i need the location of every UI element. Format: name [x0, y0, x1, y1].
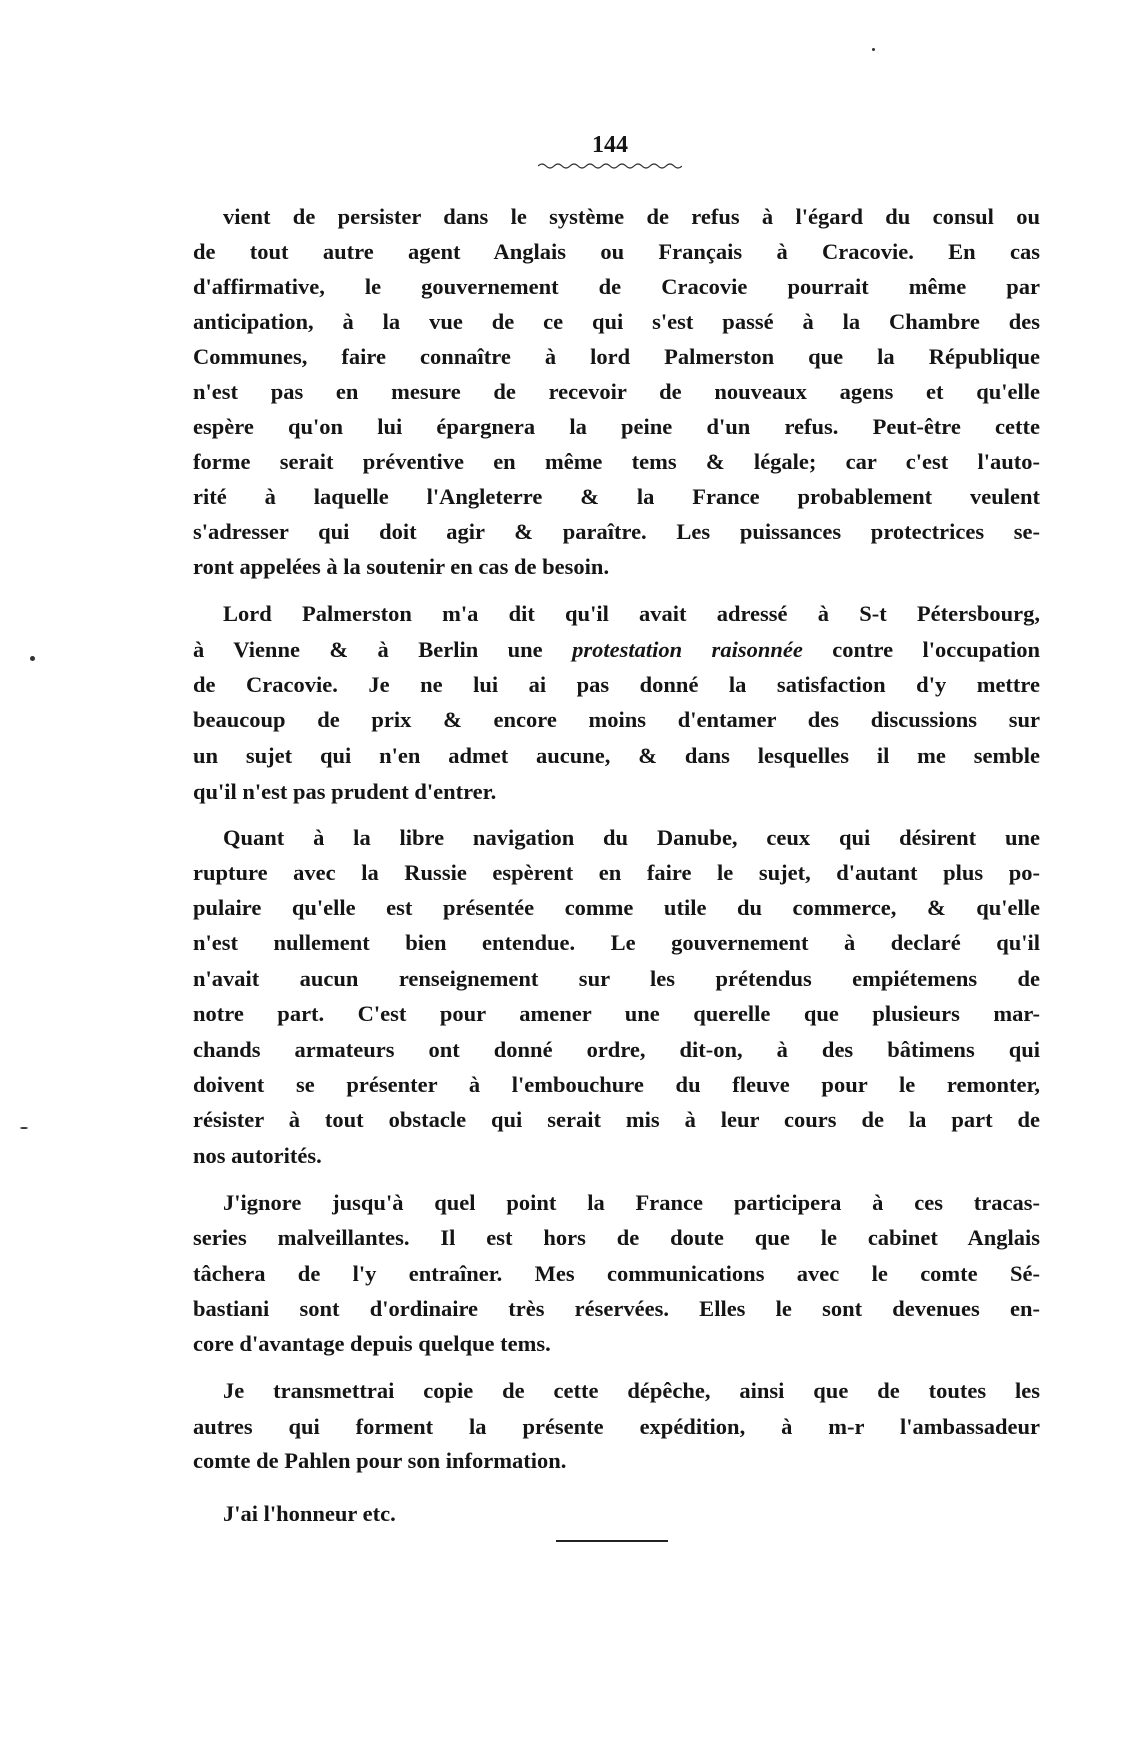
text-line: series malveillantes. Il est hors de doute que le cabinet Anglais — [193, 1225, 1040, 1250]
text-line: beaucoup de prix & encore moins d'entamer des discussions sur — [193, 707, 1040, 732]
text-line: notre part. C'est pour amener une querelle que plusieurs mar- — [193, 1001, 1040, 1026]
text-line: comte de Pahlen pour son information. — [193, 1448, 567, 1473]
text-line: qu'il n'est pas prudent d'entrer. — [193, 779, 497, 804]
scan-speck — [872, 48, 875, 51]
text-line: de Cracovie. Je ne lui ai pas donné la satisfaction d'y mettre — [193, 672, 1040, 697]
text-line: nos autorités. — [193, 1143, 322, 1168]
text-line: chands armateurs ont donné ordre, dit-on, à des bâtimens qui — [193, 1037, 1040, 1062]
text-line: Je transmettrai copie de cette dépêche, ainsi que de toutes les — [223, 1378, 1040, 1403]
decorative-wavy-rule — [538, 162, 682, 170]
closing-rule — [556, 1540, 668, 1542]
text-line: espère qu'on lui épargnera la peine d'un refus. Peut-être cette — [193, 414, 1040, 439]
text-line: vient de persister dans le système de refus à l'égard du consul ou — [223, 204, 1040, 229]
text-line: n'avait aucun renseignement sur les prétendus empiétemens de — [193, 966, 1040, 991]
text-line: ront appelées à la soutenir en cas de besoin. — [193, 554, 610, 579]
text-line: forme serait préventive en même tems & légale; car c'est l'auto- — [193, 449, 1040, 474]
text-line: Communes, faire connaître à lord Palmerston que la République — [193, 344, 1040, 369]
text-line: s'adresser qui doit agir & paraître. Les puissances protectrices se- — [193, 519, 1040, 544]
text-line: rupture avec la Russie espèrent en faire le sujet, d'autant plus po- — [193, 860, 1040, 885]
scan-speck — [30, 656, 35, 661]
text-line: pulaire qu'elle est présentée comme utile du commerce, & qu'elle — [193, 895, 1040, 920]
page-number: 144 — [592, 132, 628, 158]
text-line — [193, 635, 1040, 665]
text-line: Quant à la libre navigation du Danube, ceux qui désirent une — [223, 825, 1040, 850]
italic-phrase: protestation raisonnée — [572, 637, 803, 662]
text-line: autres qui forment la présente expédition, à m-r l'ambassadeur — [193, 1414, 1040, 1439]
text-segment: à Vienne & à Berlin une — [193, 637, 573, 662]
text-line: de tout autre agent Anglais ou Français à Cracovie. En cas — [193, 239, 1040, 264]
text-line: doivent se présenter à l'embouchure du fleuve pour le remonter, — [193, 1072, 1040, 1097]
text-line: core d'avantage depuis quelque tems. — [193, 1331, 551, 1356]
text-line: rité à laquelle l'Angleterre & la France probablement veulent — [193, 484, 1040, 509]
text-line: n'est pas en mesure de recevoir de nouveaux agens et qu'elle — [193, 379, 1040, 404]
text-line: un sujet qui n'en admet aucune, & dans lesquelles il me semble — [193, 743, 1040, 768]
text-line: tâchera de l'y entraîner. Mes communications avec le comte Sé- — [193, 1261, 1040, 1286]
scan-speck — [20, 1127, 28, 1129]
text-line: bastiani sont d'ordinaire très réservées. Elles le sont devenues en- — [193, 1296, 1040, 1321]
text-line: d'affirmative, le gouvernement de Cracovie pourrait même par — [193, 274, 1040, 299]
text-line: J'ignore jusqu'à quel point la France participera à ces tracas- — [223, 1190, 1040, 1215]
text-line: résister à tout obstacle qui serait mis à leur cours de la part de — [193, 1107, 1040, 1132]
text-segment: contre l'occupation — [802, 637, 1040, 662]
text-line: anticipation, à la vue de ce qui s'est passé à la Chambre des — [193, 309, 1040, 334]
text-line: Lord Palmerston m'a dit qu'il avait adressé à S-t Pétersbourg, — [223, 601, 1040, 626]
text-line: J'ai l'honneur etc. — [223, 1501, 396, 1526]
text-line: n'est nullement bien entendue. Le gouvernement à declaré qu'il — [193, 930, 1040, 955]
